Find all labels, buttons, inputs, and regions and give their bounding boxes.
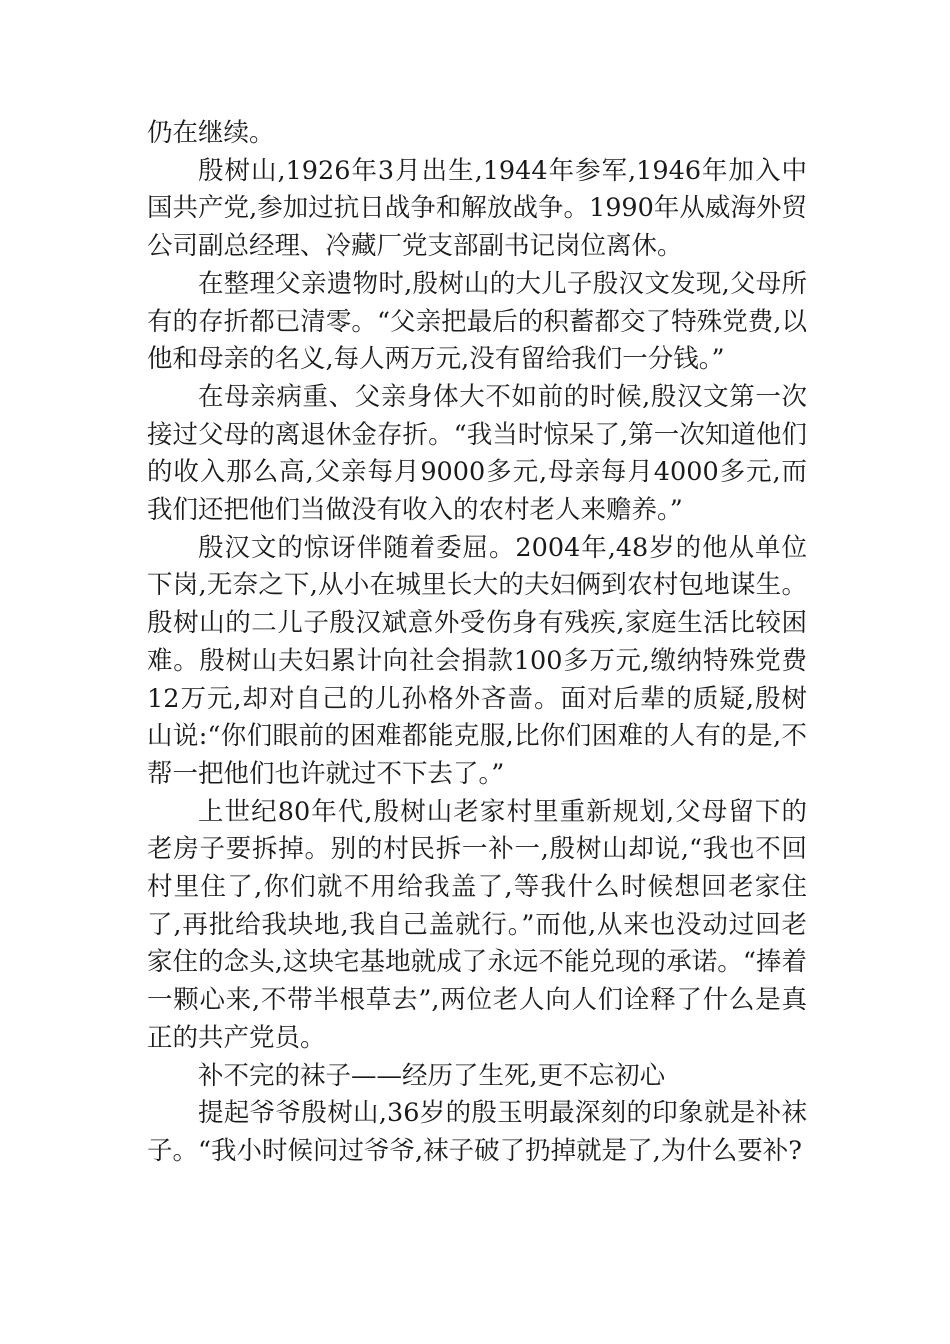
article-body <box>147 115 807 1171</box>
paragraph-pension: 在母亲病重、父亲身体大不如前的时候,殷汉文第一次接过父母的离退休金存折。“我当时惊呆了,第一次知道他们的收入那么高,父亲每月9000多元,母亲每月4000多元,而我们还把他们当做没有收入的农村老人来赡养。” <box>147 381 807 526</box>
paragraph-old-house: 上世纪80年代,殷树山老家村里重新规划,父母留下的老房子要拆掉。别的村民拆一补一,殷树山却说,“我也不回村里住了,你们就不用给我盖了,等我什么时候想回老家住了,再批给我块地,我自己盖就行。”而他,从来也没动过回老家住的念头,这块宅基地就成了永远不能兑现的承诺。“捧着一颗心来,不带半根草去”,两位老人向人们诠释了什么是真正的共产党员。 <box>147 796 807 1053</box>
paragraph-socks: 提起爷爷殷树山,36岁的殷玉明最深刻的印象就是补袜子。“我小时候问过爷爷,袜子破了扔掉就是了,为什么要补? <box>147 1098 807 1166</box>
section-heading: 补不完的袜子——经历了生死,更不忘初心 <box>198 1060 666 1091</box>
paragraph-biography: 殷树山,1926年3月出生,1944年参军,1946年加入中国共产党,参加过抗日战争和解放战争。1990年从威海外贸公司副总经理、冷藏厂党支部副书记岗位离休。 <box>147 155 807 262</box>
paragraph-savings: 在整理父亲遗物时,殷树山的大儿子殷汉文发现,父母所有的存折都已清零。“父亲把最后的积蓄都交了特殊党费,以他和母亲的名义,每人两万元,没有留给我们一分钱。” <box>147 268 807 375</box>
paragraph-continuation: 仍在继续。 <box>147 118 275 148</box>
paragraph-donations: 殷汉文的惊讶伴随着委屈。2004年,48岁的他从单位下岗,无奈之下,从小在城里长大的夫妇俩到农村包地谋生。殷树山的二儿子殷汉斌意外受伤身有残疾,家庭生活比较困难。殷树山夫妇累计向社会捐款100多万元,缴纳特殊党费12万元,却对自己的儿孙格外吝啬。面对后辈的质疑,殷树山说:“你们眼前的困难都能克服,比你们困难的人有的是,不帮一把他们也许就过不下去了。” <box>147 532 807 789</box>
